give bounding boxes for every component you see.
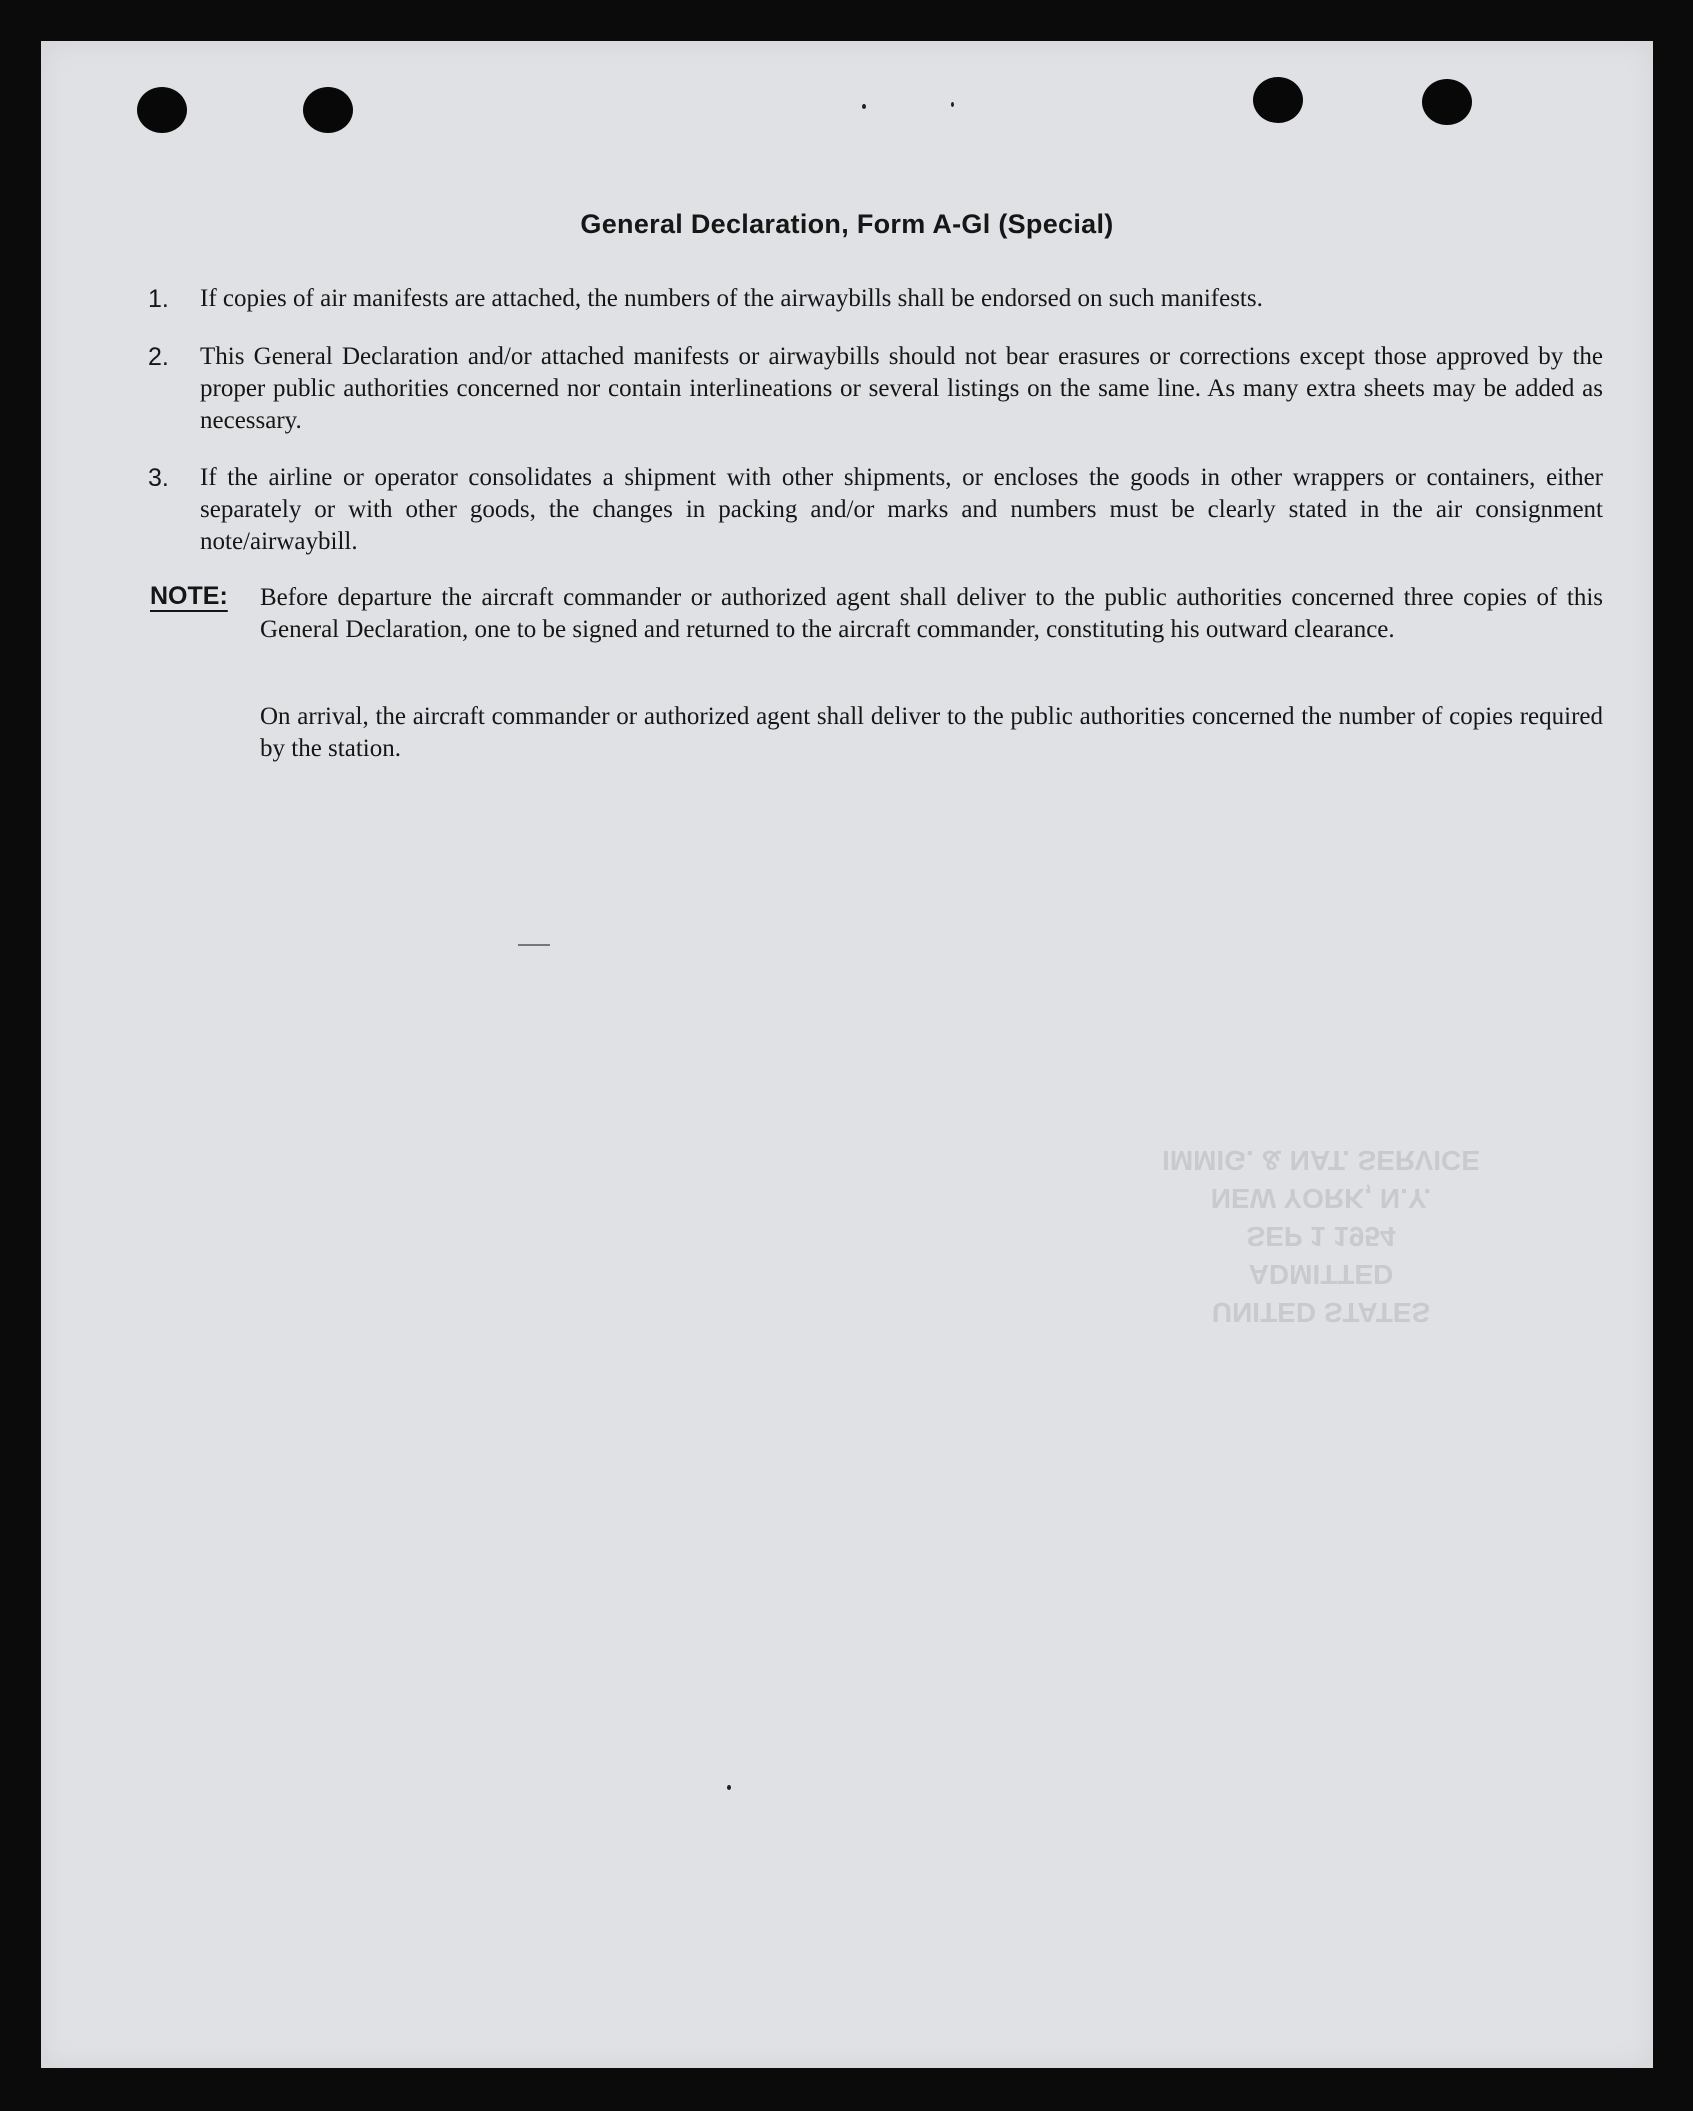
document-page [41, 41, 1653, 2068]
punch-hole-4 [1422, 79, 1472, 125]
note-label: NOTE: [150, 582, 228, 610]
punch-hole-1 [137, 87, 187, 133]
punch-hole-2 [303, 87, 353, 133]
punch-hole-3 [1253, 77, 1303, 123]
stamp-line: NEW YORK, N.Y. [1210, 1183, 1432, 1214]
speck [951, 102, 954, 107]
stamp-line: IMMIG. & NAT. SERVICE [1162, 1145, 1480, 1176]
item-text: If copies of air manifests are attached, the numbers of the airwaybills shall be endorsed on such manifests. [200, 285, 1263, 312]
speck [727, 1785, 731, 1790]
stamp-line: SEP 1 1954 [1246, 1221, 1396, 1252]
item-text: This General Declaration and/or attached manifests or airwaybills should not bear erasures or corrections except those approved by the proper public authorities concerned nor contain interlineations or several listings on the same line. As many extra sheets may be added as necessary. [200, 343, 1603, 434]
note-paragraph: Before departure the aircraft commander or authorized agent shall deliver to the public authorities concerned three copies of this General Declaration, one to be signed and returned to the aircraft commander, constituting his outward clearance. [260, 584, 1603, 643]
page-title: General Declaration, Form A-Gl (Special) [580, 209, 1114, 239]
item-text: If the airline or operator consolidates a shipment with other shipments, or encloses the goods in other wrappers or containers, either separately or with other goods, the changes in packing and/or marks and numbers must be clearly stated in the air consignment note/airwaybill. [200, 464, 1603, 555]
stray-mark [518, 944, 550, 946]
note-paragraph: On arrival, the aircraft commander or authorized agent shall deliver to the public authorities concerned the number of copies required by the station. [260, 703, 1603, 762]
item-number: 2. [148, 343, 169, 371]
speck [862, 104, 866, 109]
item-number: 1. [148, 285, 169, 313]
immigration-stamp [1161, 1091, 1481, 1331]
item-number: 3. [148, 464, 169, 492]
stamp-line: ADMITTED [1248, 1259, 1394, 1290]
stamp-line: UNITED STATES [1211, 1297, 1431, 1328]
